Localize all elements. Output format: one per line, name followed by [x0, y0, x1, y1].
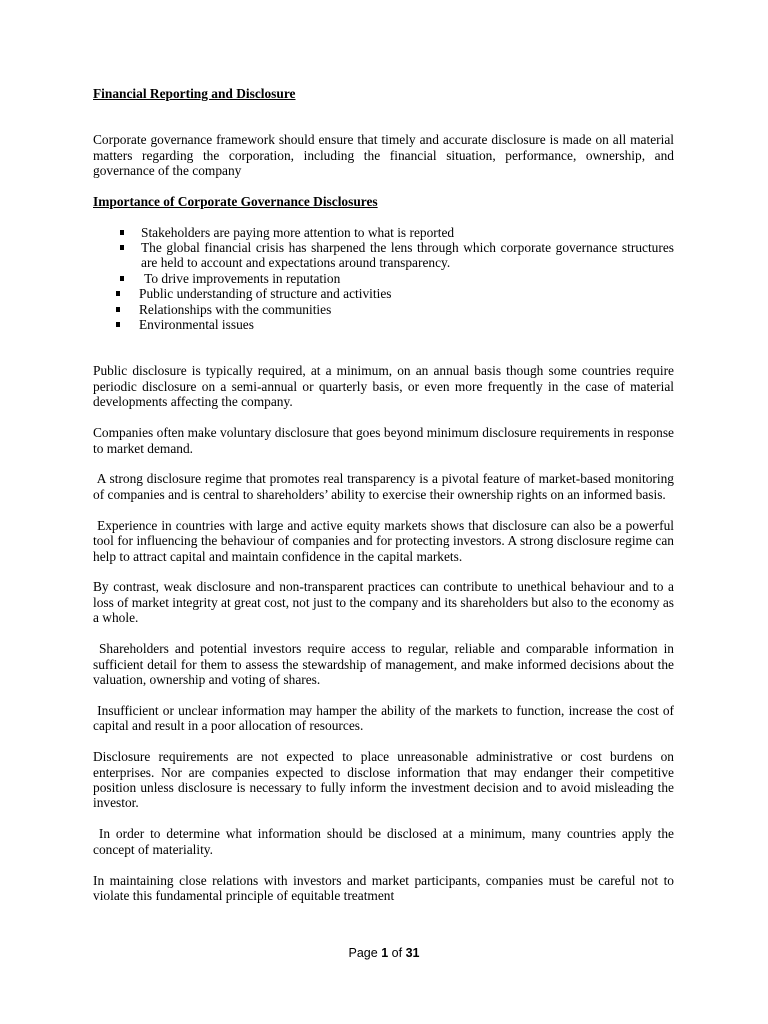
body-paragraph: Companies often make voluntary disclosure that goes beyond minimum disclosure requirements in response to market demand.: [93, 425, 674, 456]
body-paragraph: In maintaining close relations with investors and market participants, companies must be careful not to violate this fundamental principle of equitable treatment: [93, 872, 674, 904]
square-bullet-icon: [120, 276, 124, 281]
page-footer: [0, 946, 768, 960]
bullet-list: [93, 225, 674, 333]
intro-paragraph: Corporate governance framework should ensure that timely and accurate disclosure is made on all material matters regarding the corporation, including the financial situation, performance, ownership, and governance of the company: [93, 132, 674, 179]
square-bullet-icon: [116, 307, 120, 312]
body-paragraph: Shareholders and potential investors require access to regular, reliable and comparable information in sufficient detail for them to assess the stewardship of management, and make informed decisions about the valuation, ownership and voting of shares.: [93, 641, 678, 687]
total-pages-number: 31: [405, 946, 420, 960]
body-paragraph: Experience in countries with large and active equity markets shows that disclosure can also be a powerful tool for influencing the behaviour of companies and for protecting investors. A strong disclosure regime can help to attract capital and maintain confidence in the capital markets.: [93, 517, 678, 564]
square-bullet-icon: [116, 291, 120, 296]
page-label: Page: [348, 946, 378, 960]
page-title: Financial Reporting and Disclosure: [93, 86, 296, 101]
body-paragraph: By contrast, weak disclosure and non-transparent practices can contribute to unethical behaviour and to a loss of market integrity at great cost, not just to the company and its shareholders but also to the economy as a whole.: [93, 579, 674, 626]
section-heading: Importance of Corporate Governance Disclosures: [93, 194, 378, 210]
list-item: Public understanding of structure and activities: [93, 286, 674, 301]
page-content: [93, 86, 678, 919]
list-item: Environmental issues: [93, 317, 674, 332]
body-paragraph: Insufficient or unclear information may hamper the ability of the markets to function, increase the cost of capital and result in a poor allocation of resources.: [93, 702, 678, 734]
square-bullet-icon: [116, 322, 120, 327]
list-item: To drive improvements in reputation: [93, 271, 674, 286]
body-paragraph: In order to determine what information should be disclosed at a minimum, many countries apply the concept of materiality.: [93, 826, 678, 857]
square-bullet-icon: [120, 245, 124, 250]
body-paragraph: Public disclosure is typically required, at a minimum, on an annual basis though some countries require periodic disclosure on a semi-annual or quarterly basis, or even more frequently in the case of material developments affecting the company.: [93, 363, 674, 410]
body-paragraph: Disclosure requirements are not expected to place unreasonable administrative or cost burdens on enterprises. Nor are companies expected to disclose information that may endanger their competitive position unless disclosure is necessary to fully inform the investment decision and to avoid misleading the investor.: [93, 749, 674, 811]
square-bullet-icon: [120, 230, 124, 235]
current-page-number: 1: [381, 946, 389, 960]
list-item: The global financial crisis has sharpened the lens through which corporate governance structures are held to account and expectations around transparency.: [93, 240, 674, 271]
list-item: Relationships with the communities: [93, 302, 674, 317]
of-label: of: [391, 946, 403, 960]
list-item: Stakeholders are paying more attention to what is reported: [93, 225, 674, 240]
body-paragraph: A strong disclosure regime that promotes real transparency is a pivotal feature of market-based monitoring of companies and is central to shareholders’ ability to exercise their ownership rights on an informed basis.: [93, 471, 678, 502]
